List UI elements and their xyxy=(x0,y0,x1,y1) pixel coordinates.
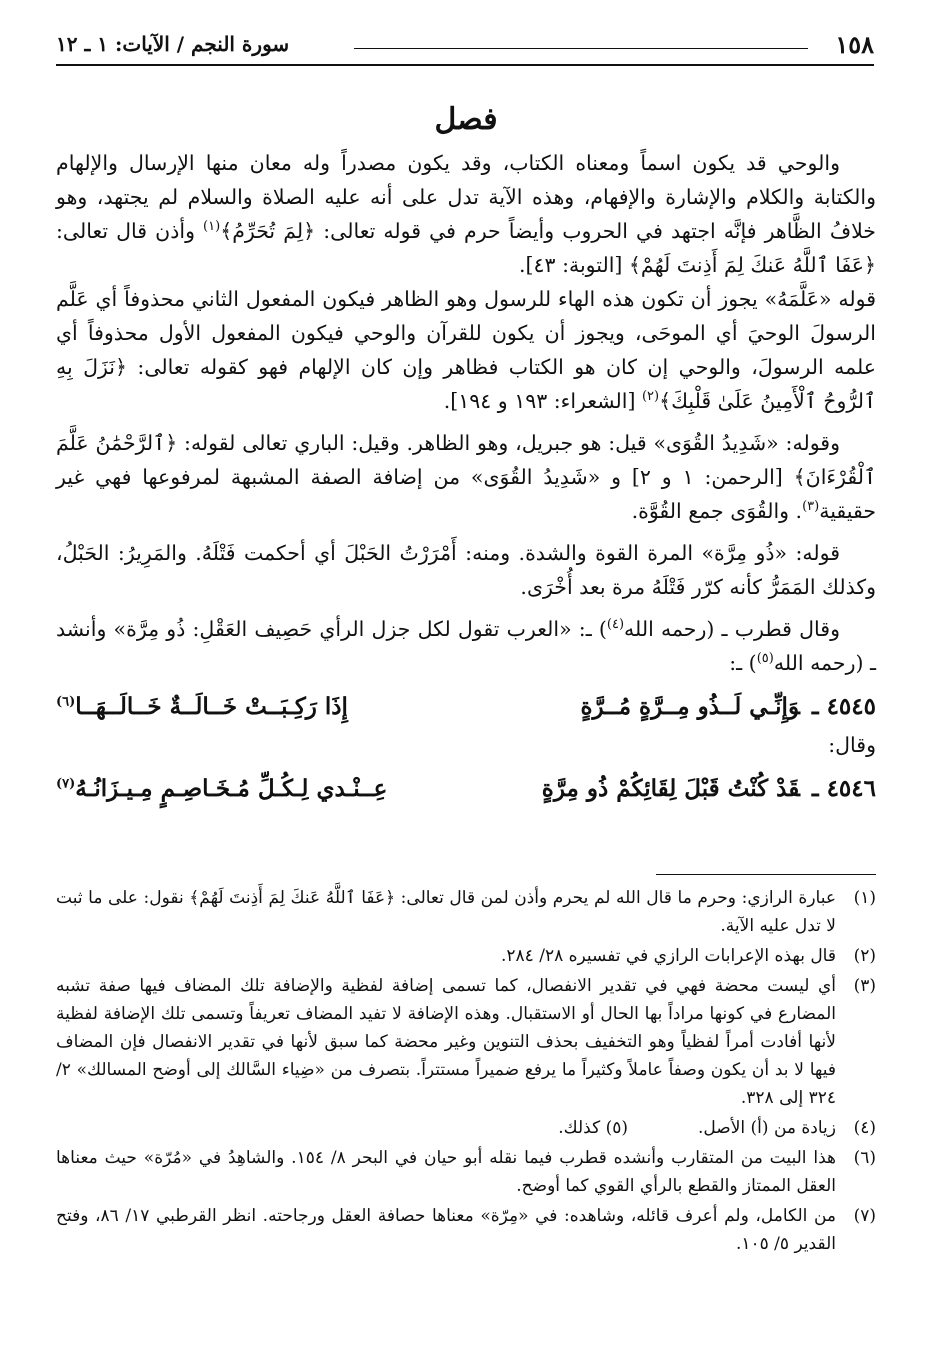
footnote-ref-5: (٥) xyxy=(756,651,774,667)
footnote-7: (٧) من الكامل، ولم أعرف قائله، وشاهده: في «مِرّة» معناها حصافة العقل ورجاحته. انظر القرطبي ١٧/ ٨٦، وفتح القدير ٥/ ١٠٥. xyxy=(56,1206,876,1254)
footnote-6: (٦) هذا البيت من المتقارب وأنشده قطرب فيما نقله أبو حيان في البحر ٨/ ١٥٤. والشاهِدُ في «مُرّة» حيث معناها العقل الممتاز والقطع بالرأي القوي كما أوضح. xyxy=(56,1148,876,1196)
footnote-ref-7: (٧) xyxy=(56,776,76,792)
running-header xyxy=(56,30,874,64)
footnote-ref-2: (٢) xyxy=(641,389,660,405)
section-title: فصل xyxy=(434,102,498,137)
verse-second-hemistich: عِــنْـدي لِـكُـلِّ مُـخَـاصِـمٍ مِـيـزَانُـهُ xyxy=(75,775,388,802)
footnote-ref-4: (٤) xyxy=(606,617,625,633)
qaal-label: وقال: xyxy=(828,733,876,757)
footnote-1: (١) عبارة الرازي: وحرم ما قال الله لم يحرم وأذن لمن قال تعالى: ﴿عَفَا ٱللَّهُ عَنكَ لِمَ أَذِنتَ لَهُمْ﴾ نقول: على ما ثبت لا تدل عليه الآية. xyxy=(56,888,876,936)
page-number: ١٥٨ xyxy=(835,30,874,59)
paragraph-2: قوله «عَلَّمَهُ» يجوز أن تكون هذه الهاء للرسول وهو الظاهر فيكون المفعول الثاني محذوفاً أي عَلَّم الرسولَ الوحيَ أي الموحَى، ويجوز أن يكون للقرآن والوحي فيكون المفعول الأول محذوفاً أي علمه الرسولَ، والوحي إن كان هو الكتاب فظاهر وإن كان الإلهام فهو كقوله تعالى: ﴿نَزَلَ بِهِ ٱلرُّوحُ ٱلْأَمِينُ عَلَىٰ قَلْبِكَ﴾$^{(٢)}$ [الشعراء: ١٩٣ و ١٩٤]. xyxy=(56,287,876,413)
main-text xyxy=(56,146,876,810)
verse-second-hemistich: إِذَا رَكِـبَــتْ خَــالَــةٌ خَــالَــهَــا xyxy=(75,693,348,720)
footnote-5: (٥) كذلك. xyxy=(558,1118,629,1138)
footnote-separator xyxy=(656,874,876,875)
footnote-4: (٤) زيادة من (أ) الأصل. xyxy=(698,1118,876,1138)
header-rule xyxy=(354,48,808,49)
footnote-2: (٢) قال بهذه الإعرابات الرازي في تفسيره ٢٨/ ٢٨٤. xyxy=(500,946,876,966)
verse-first-hemistich: قَدْ كُنْتُ قَبْلَ لِقَائِكُمْ ذُو مِرَّةٍ xyxy=(541,775,800,802)
footnote-ref-6: (٦) xyxy=(56,694,76,710)
footnote-ref-3: (٣) xyxy=(802,499,820,515)
verse-number: ٤٥٤٦ ـ xyxy=(811,775,876,802)
paragraph-4: قوله: «ذُو مِرَّة» المرة القوة والشدة. ومنه: أَمْرَرْتُ الحَبْلَ أي أحكمت فَتْلَهُ. والمَرِيرُ: الحَبْلُ، وكذلك المَمَرُّ كأنه كرّر فَتْلَهُ مرة بعد أُخْرَى. xyxy=(56,541,876,599)
verse-4545 xyxy=(56,690,876,724)
footnote-3: (٣) أي ليست محضة فهي في تقدير الانفصال، كما تسمى إضافة لفظية والإضافة تلك المضاف فيها صفة تشبه المضارع في كونها مراداً بها الحال أو الاستقبال. وهذه الإضافة لا تفيد المضاف تعريفاً وتسمى تلك الإضافة لفظية لأنها أفادت أمراً لفظياً وهو التخفيف بحذف التنوين وغير محضة كما سبق لأنها في تقدير الانفصال فإن المضاف فيها لا بد أن يكون وصفاً عاملاً وكثيراً ما يرفع ضميراً مستتراً. بتصرف من «ضِياء السَّالك إلى أوضح المسالك» ٢/ ٣٢٤ إلى ٣٢٨. xyxy=(56,976,876,1108)
running-title: سورة النجم / الآيات: ١ ـ ١٢ xyxy=(56,32,290,56)
verse-4546 xyxy=(56,772,876,806)
verse-first-hemistich: وَإِنِّـي لَــذُو مِــرَّةٍ مُــرَّةٍ xyxy=(580,693,800,720)
header-divider xyxy=(56,64,874,66)
footnote-pair-4-5 xyxy=(56,1114,876,1142)
paragraph-3: وقوله: «شَدِيدُ القُوَى» قيل: هو جبريل، وهو الظاهر. وقيل: الباري تعالى لقوله: ﴿ٱلرَّحْمَٰنُ عَلَّمَ ٱلْقُرْءَانَ﴾ [الرحمن: ١ و ٢] و «شَدِيدُ القُوَى» من إضافة الصفة المشبهة لمرفوعها فهي غير حقيقية$^{(٣)}$. والقُوَى جمع القُوَّة. xyxy=(56,431,876,523)
paragraph-5: وقال قطرب ـ (رحمه الله$^{(٤)}$) ـ: «العرب تقول لكل جزل الرأي حَصِيف العَقْلِ: ذُو مِرَّة» وأنشد ـ (رحمه الله$^{(٥)}$) ـ: xyxy=(56,617,876,675)
paragraph-1: والوحي قد يكون اسماً ومعناه الكتاب، وقد يكون مصدراً وله معان منها الإرسال والإلهام والكتابة والكلام والإشارة والإفهام، وهذه الآية تدل على أنه عليه الصلاة والسلام لم يجتهد، وهو خلافُ الظَّاهر فإنَّه اجتهد في الحروب وأيضاً حرم في قوله تعالى: ﴿لِمَ تُحَرِّمُ﴾$^{(١)}$ وأذن قال تعالى: ﴿عَفَا ٱللَّهُ عَنكَ لِمَ أَذِنتَ لَهُمْ﴾ [التوبة: ٤٣]. xyxy=(56,151,876,277)
footnote-ref-1: (١) xyxy=(203,219,221,235)
footnotes xyxy=(56,884,876,1260)
verse-number: ٤٥٤٥ ـ xyxy=(811,693,876,720)
